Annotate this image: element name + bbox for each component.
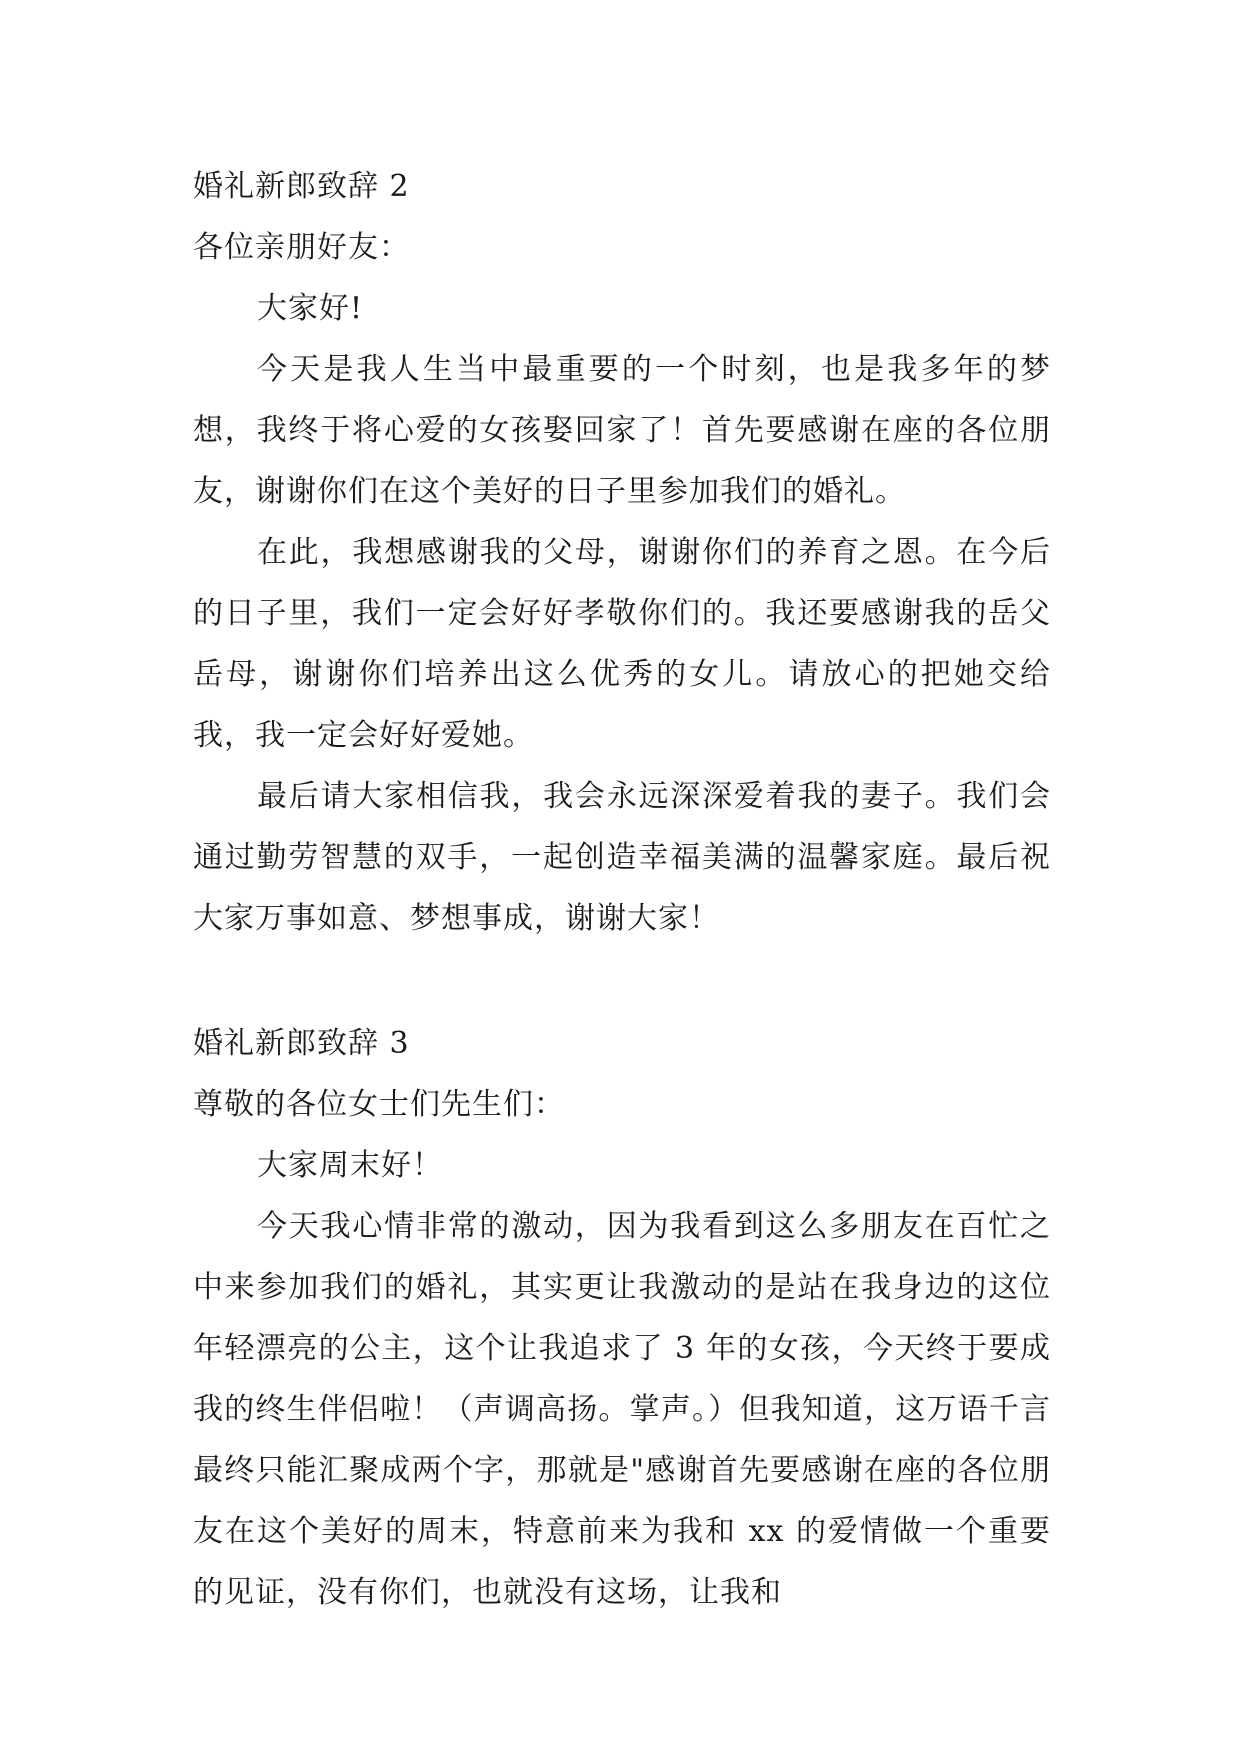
body-paragraph: 在此，我想感谢我的父母，谢谢你们的养育之恩。在今后的日子里，我们一定会好好孝敬你们的。我还要感谢我的岳父岳母，谢谢你们培养出这么优秀的女儿。请放心的把她交给我，我一定会好好爱她。	[193, 535, 1051, 753]
section-speech-2	[193, 156, 1051, 949]
section-title: 婚礼新郎致辞 2	[193, 169, 410, 204]
body-paragraph: 今天我心情非常的激动，因为我看到这么多朋友在百忙之中来参加我们的婚礼，其实更让我激动的是站在我身边的这位年轻漂亮的公主，这个让我追求了 3 年的女孩，今天终于要成我的终生伴侣啦！（声调高扬。掌声。）但我知道，这万语千言最终只能汇聚成两个字，那就是"感谢首先要感谢在座的各位朋友在这个美好的周末，特意前来为我和 xx 的爱情做一个重要的见证，没有你们，也就没有这场，让我和	[193, 1209, 1051, 1610]
body-paragraph: 今天是我人生当中最重要的一个时刻，也是我多年的梦想，我终于将心爱的女孩娶回家了！首先要感谢在座的各位朋友，谢谢你们在这个美好的日子里参加我们的婚礼。	[193, 352, 1051, 509]
greeting: 大家好!	[257, 291, 364, 326]
section-divider	[193, 949, 1051, 1013]
salutation: 尊敬的各位女士们先生们：	[193, 1087, 565, 1122]
document-page	[193, 156, 1051, 1623]
section-title: 婚礼新郎致辞 3	[193, 1026, 410, 1061]
body-paragraph: 最后请大家相信我，我会永远深深爱着我的妻子。我们会通过勤劳智慧的双手，一起创造幸福美满的温馨家庭。最后祝大家万事如意、梦想事成，谢谢大家！	[193, 779, 1051, 936]
section-speech-3	[193, 1013, 1051, 1623]
salutation: 各位亲朋好友：	[193, 230, 410, 265]
greeting: 大家周末好！	[257, 1148, 443, 1183]
